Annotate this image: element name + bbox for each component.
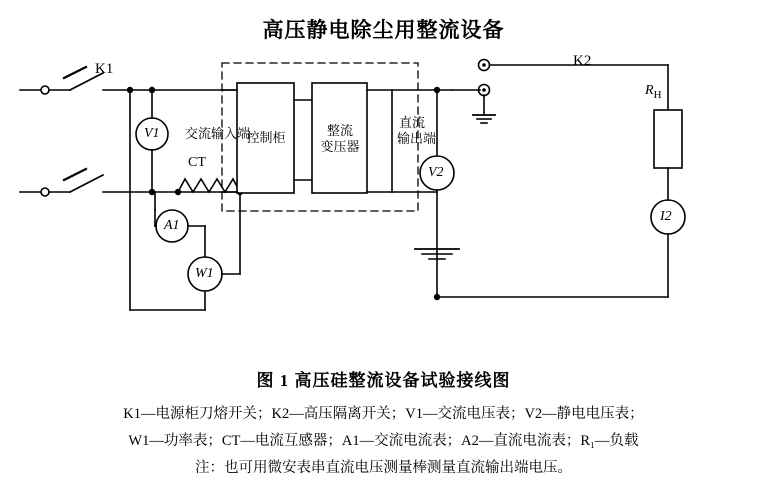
label-k2: K2 xyxy=(573,53,592,69)
label-ct: CT xyxy=(188,155,206,170)
label-control-cabinet: 控制柜 xyxy=(246,130,286,145)
load-subscript: H xyxy=(653,89,662,102)
node-v2-top xyxy=(434,87,440,93)
k2-terminal-upper-dot xyxy=(482,63,486,67)
label-a1: A1 xyxy=(164,218,180,233)
label-ac-input: 交流输入端 xyxy=(185,126,251,141)
legend-line-1: K1—电源柜刀熔开关；K2—高压隔离开关；V1—交流电压表；V2—静电电压表； xyxy=(123,406,644,422)
figure-caption: 图 1 高压硅整流设备试验接线图 xyxy=(256,371,511,390)
node-ct-left xyxy=(175,189,181,195)
label-i2: I2 xyxy=(660,209,672,224)
terminal-bottom-left xyxy=(41,188,49,196)
label-k1: K1 xyxy=(95,61,114,77)
load-symbol: R xyxy=(645,83,654,98)
label-rectifier-transformer: 整流 变压器 xyxy=(320,123,360,154)
fuse-k1-bottom xyxy=(64,169,86,180)
figure-note: 注：也可用微安表串直流电压测量棒测量直流输出端电压。 xyxy=(195,460,572,476)
page-title: 高压静电除尘用整流设备 xyxy=(262,18,505,42)
label-dc-output: 直流 输出端 xyxy=(397,115,437,146)
label-v2: V2 xyxy=(428,165,444,180)
load-resistor-box xyxy=(654,110,682,168)
circuit-diagram xyxy=(0,45,767,345)
label-w1: W1 xyxy=(195,266,214,281)
node-w1-return-top xyxy=(127,87,133,93)
fuse-k1-top xyxy=(64,67,86,78)
ct-coil xyxy=(178,179,240,192)
label-load xyxy=(645,81,662,101)
switch-k1-bottom-blade xyxy=(70,175,103,192)
legend-line-2: W1—功率表；CT—电流互感器；A1—交流电流表；A2—直流电流表；R₁—负载 xyxy=(128,433,639,449)
k2-terminal-lower-dot xyxy=(482,88,486,92)
label-v1: V1 xyxy=(144,126,160,141)
node-v1-top xyxy=(149,87,155,93)
terminal-top-left xyxy=(41,86,49,94)
